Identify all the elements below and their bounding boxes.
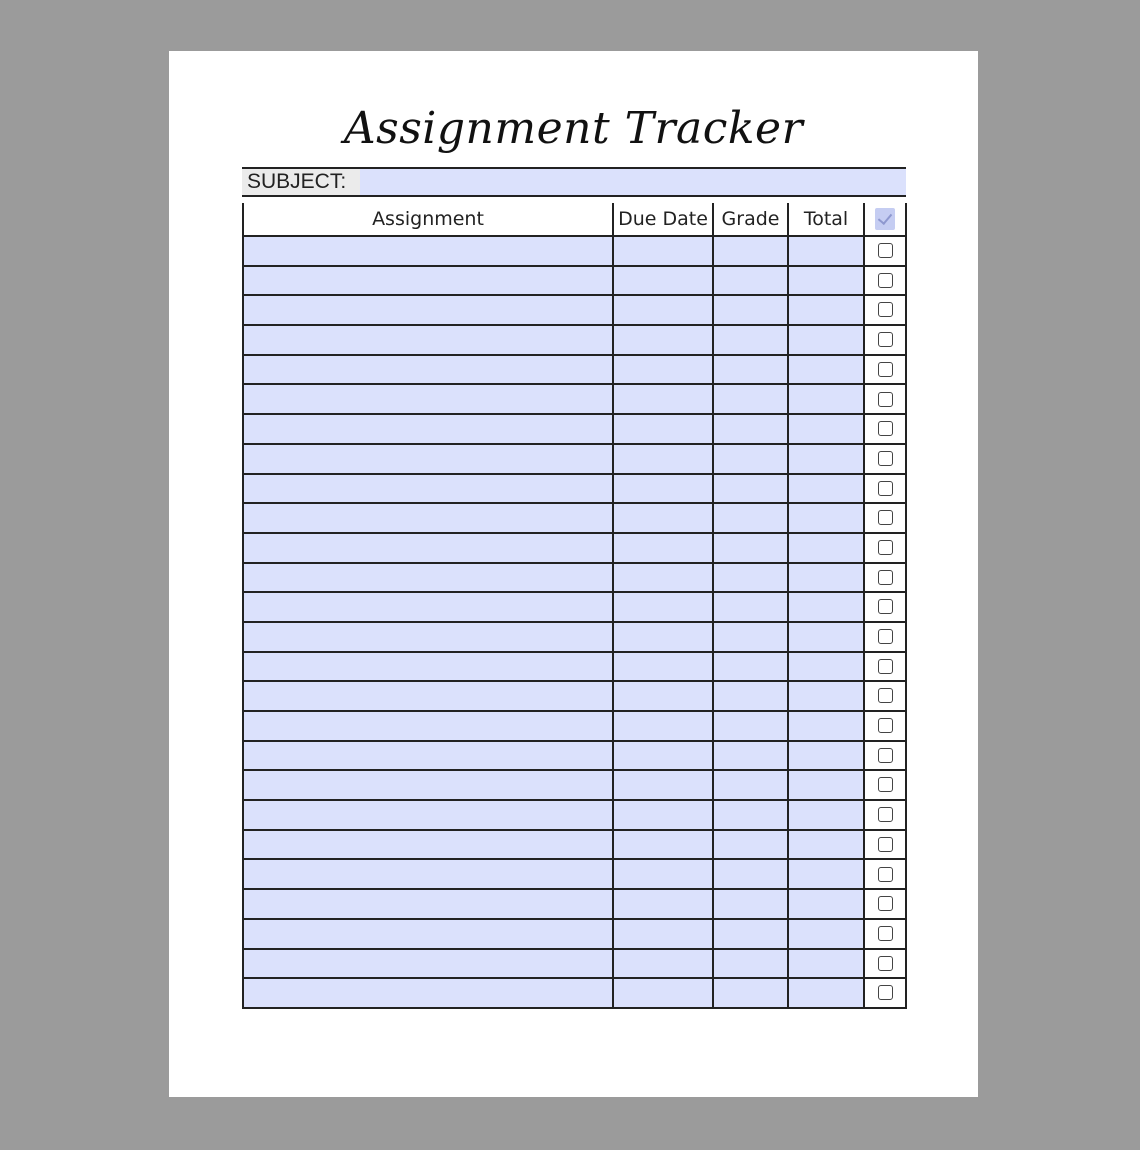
grade-cell[interactable] (713, 266, 788, 296)
table-row (243, 741, 906, 771)
subject-field[interactable] (360, 169, 906, 195)
done-checkbox[interactable] (878, 956, 893, 971)
done-checkbox[interactable] (878, 451, 893, 466)
done-cell (864, 563, 906, 593)
grade-cell[interactable] (713, 533, 788, 563)
done-checkbox[interactable] (878, 481, 893, 496)
due-date-cell[interactable] (613, 474, 713, 504)
total-cell[interactable] (788, 889, 864, 919)
done-cell (864, 949, 906, 979)
grade-cell[interactable] (713, 919, 788, 949)
due-date-cell[interactable] (613, 741, 713, 771)
due-date-cell[interactable] (613, 859, 713, 889)
total-cell[interactable] (788, 830, 864, 860)
total-cell[interactable] (788, 919, 864, 949)
total-cell[interactable] (788, 414, 864, 444)
grade-cell[interactable] (713, 384, 788, 414)
table-row (243, 503, 906, 533)
done-checkbox[interactable] (878, 332, 893, 347)
due-date-cell[interactable] (613, 295, 713, 325)
total-cell[interactable] (788, 859, 864, 889)
assignment-cell[interactable] (243, 414, 613, 444)
total-cell[interactable] (788, 652, 864, 682)
grade-cell[interactable] (713, 474, 788, 504)
subject-row (242, 167, 906, 197)
total-cell[interactable] (788, 503, 864, 533)
assignment-cell[interactable] (243, 770, 613, 800)
column-header-assignment: Assignment (243, 203, 613, 236)
done-cell (864, 444, 906, 474)
table-row (243, 384, 906, 414)
table-row (243, 563, 906, 593)
table-row (243, 652, 906, 682)
done-checkbox[interactable] (878, 748, 893, 763)
due-date-cell[interactable] (613, 444, 713, 474)
done-cell (864, 533, 906, 563)
column-header-done (864, 203, 906, 236)
done-cell (864, 711, 906, 741)
grade-cell[interactable] (713, 503, 788, 533)
column-header-due-date: Due Date (613, 203, 713, 236)
table-row (243, 770, 906, 800)
assignment-cell[interactable] (243, 741, 613, 771)
grade-cell[interactable] (713, 236, 788, 266)
done-cell (864, 741, 906, 771)
due-date-cell[interactable] (613, 355, 713, 385)
done-cell (864, 681, 906, 711)
due-date-cell[interactable] (613, 622, 713, 652)
done-checkbox[interactable] (878, 629, 893, 644)
total-cell[interactable] (788, 592, 864, 622)
total-cell[interactable] (788, 325, 864, 355)
due-date-cell[interactable] (613, 949, 713, 979)
assignment-cell[interactable] (243, 889, 613, 919)
table-row (243, 830, 906, 860)
due-date-cell[interactable] (613, 533, 713, 563)
total-cell[interactable] (788, 978, 864, 1008)
assignment-cell[interactable] (243, 355, 613, 385)
assignment-cell[interactable] (243, 592, 613, 622)
grade-cell[interactable] (713, 563, 788, 593)
grade-cell[interactable] (713, 741, 788, 771)
assignment-cell[interactable] (243, 859, 613, 889)
total-cell[interactable] (788, 355, 864, 385)
assignment-cell[interactable] (243, 800, 613, 830)
table-row (243, 355, 906, 385)
due-date-cell[interactable] (613, 681, 713, 711)
done-cell (864, 266, 906, 296)
due-date-cell[interactable] (613, 563, 713, 593)
assignment-cell[interactable] (243, 919, 613, 949)
done-checkbox[interactable] (878, 243, 893, 258)
grade-cell[interactable] (713, 800, 788, 830)
done-checkbox[interactable] (878, 985, 893, 1000)
done-cell (864, 355, 906, 385)
table-row (243, 295, 906, 325)
total-cell[interactable] (788, 681, 864, 711)
grade-cell[interactable] (713, 325, 788, 355)
assignment-cell[interactable] (243, 563, 613, 593)
table-row (243, 978, 906, 1008)
page-title: Assignment Tracker (343, 103, 804, 154)
table-row (243, 592, 906, 622)
done-checkbox[interactable] (878, 392, 893, 407)
done-checkbox[interactable] (878, 302, 893, 317)
assignment-cell[interactable] (243, 711, 613, 741)
grade-cell[interactable] (713, 978, 788, 1008)
grade-cell[interactable] (713, 770, 788, 800)
done-checkbox[interactable] (878, 659, 893, 674)
done-checkbox[interactable] (878, 837, 893, 852)
done-cell (864, 978, 906, 1008)
subject-label: SUBJECT: (242, 169, 360, 195)
table-row (243, 266, 906, 296)
grade-cell[interactable] (713, 681, 788, 711)
due-date-cell[interactable] (613, 384, 713, 414)
done-cell (864, 800, 906, 830)
table-row (243, 889, 906, 919)
done-cell (864, 295, 906, 325)
grade-cell[interactable] (713, 889, 788, 919)
assignment-cell[interactable] (243, 474, 613, 504)
done-checkbox[interactable] (878, 362, 893, 377)
done-cell (864, 325, 906, 355)
done-checkbox[interactable] (878, 807, 893, 822)
grade-cell[interactable] (713, 949, 788, 979)
due-date-cell[interactable] (613, 830, 713, 860)
grade-cell[interactable] (713, 711, 788, 741)
done-cell (864, 384, 906, 414)
assignment-cell[interactable] (243, 949, 613, 979)
done-checkbox[interactable] (878, 421, 893, 436)
due-date-cell[interactable] (613, 652, 713, 682)
assignment-table (242, 203, 907, 1009)
done-checkbox[interactable] (878, 896, 893, 911)
done-cell (864, 770, 906, 800)
total-cell[interactable] (788, 236, 864, 266)
due-date-cell[interactable] (613, 711, 713, 741)
done-cell (864, 503, 906, 533)
total-cell[interactable] (788, 563, 864, 593)
done-checkbox[interactable] (878, 540, 893, 555)
done-checkbox[interactable] (878, 599, 893, 614)
total-cell[interactable] (788, 444, 864, 474)
assignment-cell[interactable] (243, 266, 613, 296)
done-cell (864, 622, 906, 652)
done-checkbox[interactable] (878, 570, 893, 585)
total-cell[interactable] (788, 266, 864, 296)
total-cell[interactable] (788, 949, 864, 979)
done-checkbox[interactable] (878, 867, 893, 882)
grade-cell[interactable] (713, 355, 788, 385)
assignment-cell[interactable] (243, 503, 613, 533)
table-row (243, 236, 906, 266)
table-row (243, 622, 906, 652)
table-row (243, 414, 906, 444)
grade-cell[interactable] (713, 622, 788, 652)
assignment-cell[interactable] (243, 830, 613, 860)
assignment-cell[interactable] (243, 295, 613, 325)
total-cell[interactable] (788, 800, 864, 830)
grade-cell[interactable] (713, 414, 788, 444)
total-cell[interactable] (788, 711, 864, 741)
table-row (243, 949, 906, 979)
assignment-cell[interactable] (243, 978, 613, 1008)
grade-cell[interactable] (713, 295, 788, 325)
due-date-cell[interactable] (613, 770, 713, 800)
assignment-cell[interactable] (243, 622, 613, 652)
checkmark-icon (875, 208, 895, 230)
total-cell[interactable] (788, 295, 864, 325)
table-row (243, 711, 906, 741)
tracker-page (169, 51, 978, 1097)
table-row (243, 859, 906, 889)
grade-cell[interactable] (713, 444, 788, 474)
assignment-cell[interactable] (243, 384, 613, 414)
assignment-cell[interactable] (243, 652, 613, 682)
done-cell (864, 919, 906, 949)
column-header-grade: Grade (713, 203, 788, 236)
done-checkbox[interactable] (878, 688, 893, 703)
due-date-cell[interactable] (613, 919, 713, 949)
total-cell[interactable] (788, 474, 864, 504)
done-cell (864, 889, 906, 919)
table-row (243, 800, 906, 830)
column-header-total: Total (788, 203, 864, 236)
done-checkbox[interactable] (878, 718, 893, 733)
done-cell (864, 414, 906, 444)
done-cell (864, 652, 906, 682)
table-row (243, 919, 906, 949)
done-cell (864, 592, 906, 622)
grade-cell[interactable] (713, 592, 788, 622)
due-date-cell[interactable] (613, 266, 713, 296)
due-date-cell[interactable] (613, 800, 713, 830)
due-date-cell[interactable] (613, 978, 713, 1008)
table-row (243, 474, 906, 504)
due-date-cell[interactable] (613, 592, 713, 622)
assignment-cell[interactable] (243, 325, 613, 355)
total-cell[interactable] (788, 533, 864, 563)
table-row (243, 444, 906, 474)
table-header-row (243, 203, 906, 236)
done-cell (864, 830, 906, 860)
grade-cell[interactable] (713, 652, 788, 682)
due-date-cell[interactable] (613, 325, 713, 355)
table-row (243, 533, 906, 563)
total-cell[interactable] (788, 384, 864, 414)
table-row (243, 325, 906, 355)
assignment-cell[interactable] (243, 681, 613, 711)
grade-cell[interactable] (713, 859, 788, 889)
due-date-cell[interactable] (613, 414, 713, 444)
total-cell[interactable] (788, 741, 864, 771)
done-cell (864, 859, 906, 889)
done-cell (864, 474, 906, 504)
table-row (243, 681, 906, 711)
done-checkbox[interactable] (878, 510, 893, 525)
done-checkbox[interactable] (878, 777, 893, 792)
due-date-cell[interactable] (613, 889, 713, 919)
due-date-cell[interactable] (613, 503, 713, 533)
assignment-cell[interactable] (243, 444, 613, 474)
assignment-cell[interactable] (243, 236, 613, 266)
done-checkbox[interactable] (878, 273, 893, 288)
due-date-cell[interactable] (613, 236, 713, 266)
total-cell[interactable] (788, 622, 864, 652)
grade-cell[interactable] (713, 830, 788, 860)
assignment-cell[interactable] (243, 533, 613, 563)
done-cell (864, 236, 906, 266)
total-cell[interactable] (788, 770, 864, 800)
done-checkbox[interactable] (878, 926, 893, 941)
